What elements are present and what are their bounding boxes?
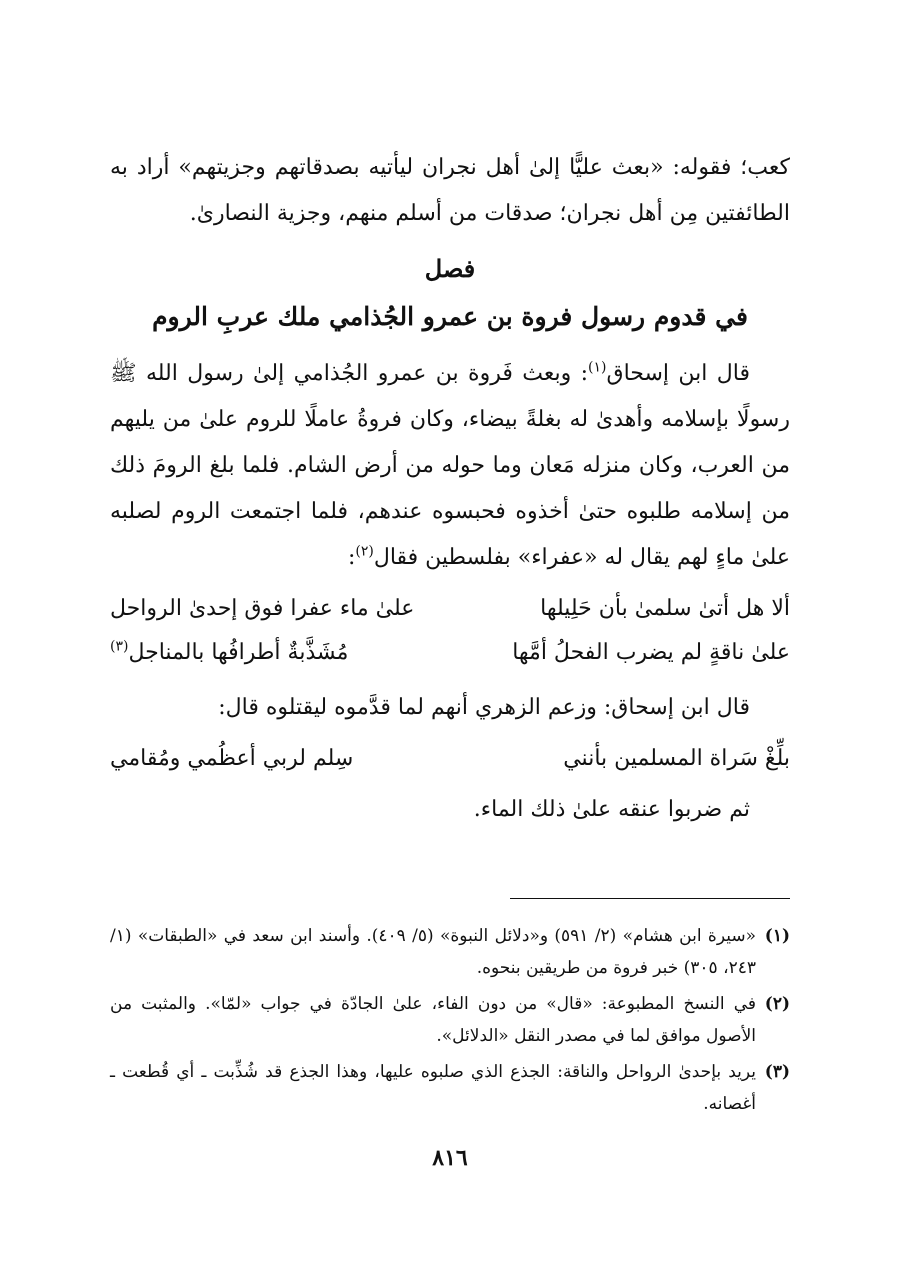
page-number: ٨١٦ <box>432 1145 468 1171</box>
book-page <box>110 145 790 1211</box>
verse-first-hemistich: ألا هل أتىٰ سلمىٰ بأن حَلِيلها <box>540 596 790 621</box>
footnote-item <box>110 920 790 984</box>
footnote-ref-2[interactable]: (٢) <box>355 543 374 560</box>
verse-line <box>110 737 790 781</box>
footnote-item <box>110 988 790 1052</box>
verse-first-hemistich: علىٰ ناقةٍ لم يضرب الفحلُ أمَّها <box>512 640 790 665</box>
section-title: في قدوم رسول فروة بن عمرو الجُذامي ملك عربِ الروم <box>152 302 748 331</box>
narration-lead: قال ابن إسحاق <box>606 361 750 386</box>
footnote-divider <box>510 898 790 899</box>
narration-end: : <box>347 545 356 570</box>
footnote-text: في النسخ المطبوعة: «قال» من دون الفاء، علىٰ الجادّة في جواب «لمّا». والمثبت من الأصول موافق لما في مصدر النقل «الدلائل». <box>110 994 756 1046</box>
verse-second-hemistich <box>110 631 416 675</box>
footnote-ref-1[interactable]: (١) <box>588 359 607 376</box>
footnote-number: (١) <box>764 926 790 946</box>
footnote-number: (٣) <box>764 1062 790 1082</box>
closing-paragraph: ثم ضربوا عنقه علىٰ ذلك الماء. <box>473 797 750 822</box>
section-label: فصل <box>424 254 476 283</box>
poem-verses-2 <box>110 737 790 781</box>
verse-line <box>110 587 790 631</box>
footnote-text: يريد بإحدىٰ الرواحل والناقة: الجذع الذي صلبوه عليها، وهذا الجذع قد شُذِّبت ـ أي قُطعت ـ أغصانه. <box>110 1062 756 1114</box>
footnote-text: «سيرة ابن هشام» (٢/ ٥٩١) و«دلائل النبوة» (٥/ ٤٠٩). وأسند ابن سعد في «الطبقات» (١/ ٢٤٣، ٣٠٥) خبر فروة من طريقين بنحوه. <box>110 926 756 978</box>
poem-verses-1 <box>110 587 790 675</box>
narration-text: : وبعث فَروة بن عمرو الجُذامي إلىٰ رسول الله ﷺ رسولًا بإسلامه وأهدىٰ له بغلةً بيضاء، وكان فروةُ عاملًا للروم علىٰ من يليهم من العرب، وكان منزله مَعان وما حوله من أرض الشام. فلما بلغ الرومَ ذلك من إسلامه طلبوه حتىٰ أخذوه فحبسوه عندهم، فلما اجتمعت الروم لصلبه علىٰ ماءٍ لهم يقال له «عفراء» بفلسطين فقال <box>110 361 790 570</box>
verse-second-hemistich: سِلم لربي أعظُمي ومُقامي <box>110 746 354 771</box>
verse-second-hemistich: علىٰ ماء عفرا فوق إحدىٰ الرواحل <box>110 596 415 621</box>
narration-paragraph <box>110 351 790 581</box>
footnote-item <box>110 1056 790 1120</box>
verse-first-hemistich: بلِّغْ سَراة المسلمين بأنني <box>563 746 790 771</box>
footnote-number: (٢) <box>764 994 790 1014</box>
footnotes <box>110 920 790 1124</box>
intro-paragraph: كعب؛ فقوله: «بعث عليًّا إلىٰ أهل نجران ليأتيه بصدقاتهم وجزيتهم» أراد به الطائفتين مِن أهل نجران؛ صدقات من أسلم منهم، وجزية النصارىٰ. <box>110 155 790 226</box>
footnote-ref-3[interactable]: (٣) <box>110 638 129 655</box>
verse-second-text: مُشَذَّبةٌ أطرافُها بالمناجل <box>128 640 349 665</box>
verse-line <box>110 631 790 675</box>
zuhri-paragraph: قال ابن إسحاق: وزعم الزهري أنهم لما قدَّموه ليقتلوه قال: <box>218 695 750 720</box>
